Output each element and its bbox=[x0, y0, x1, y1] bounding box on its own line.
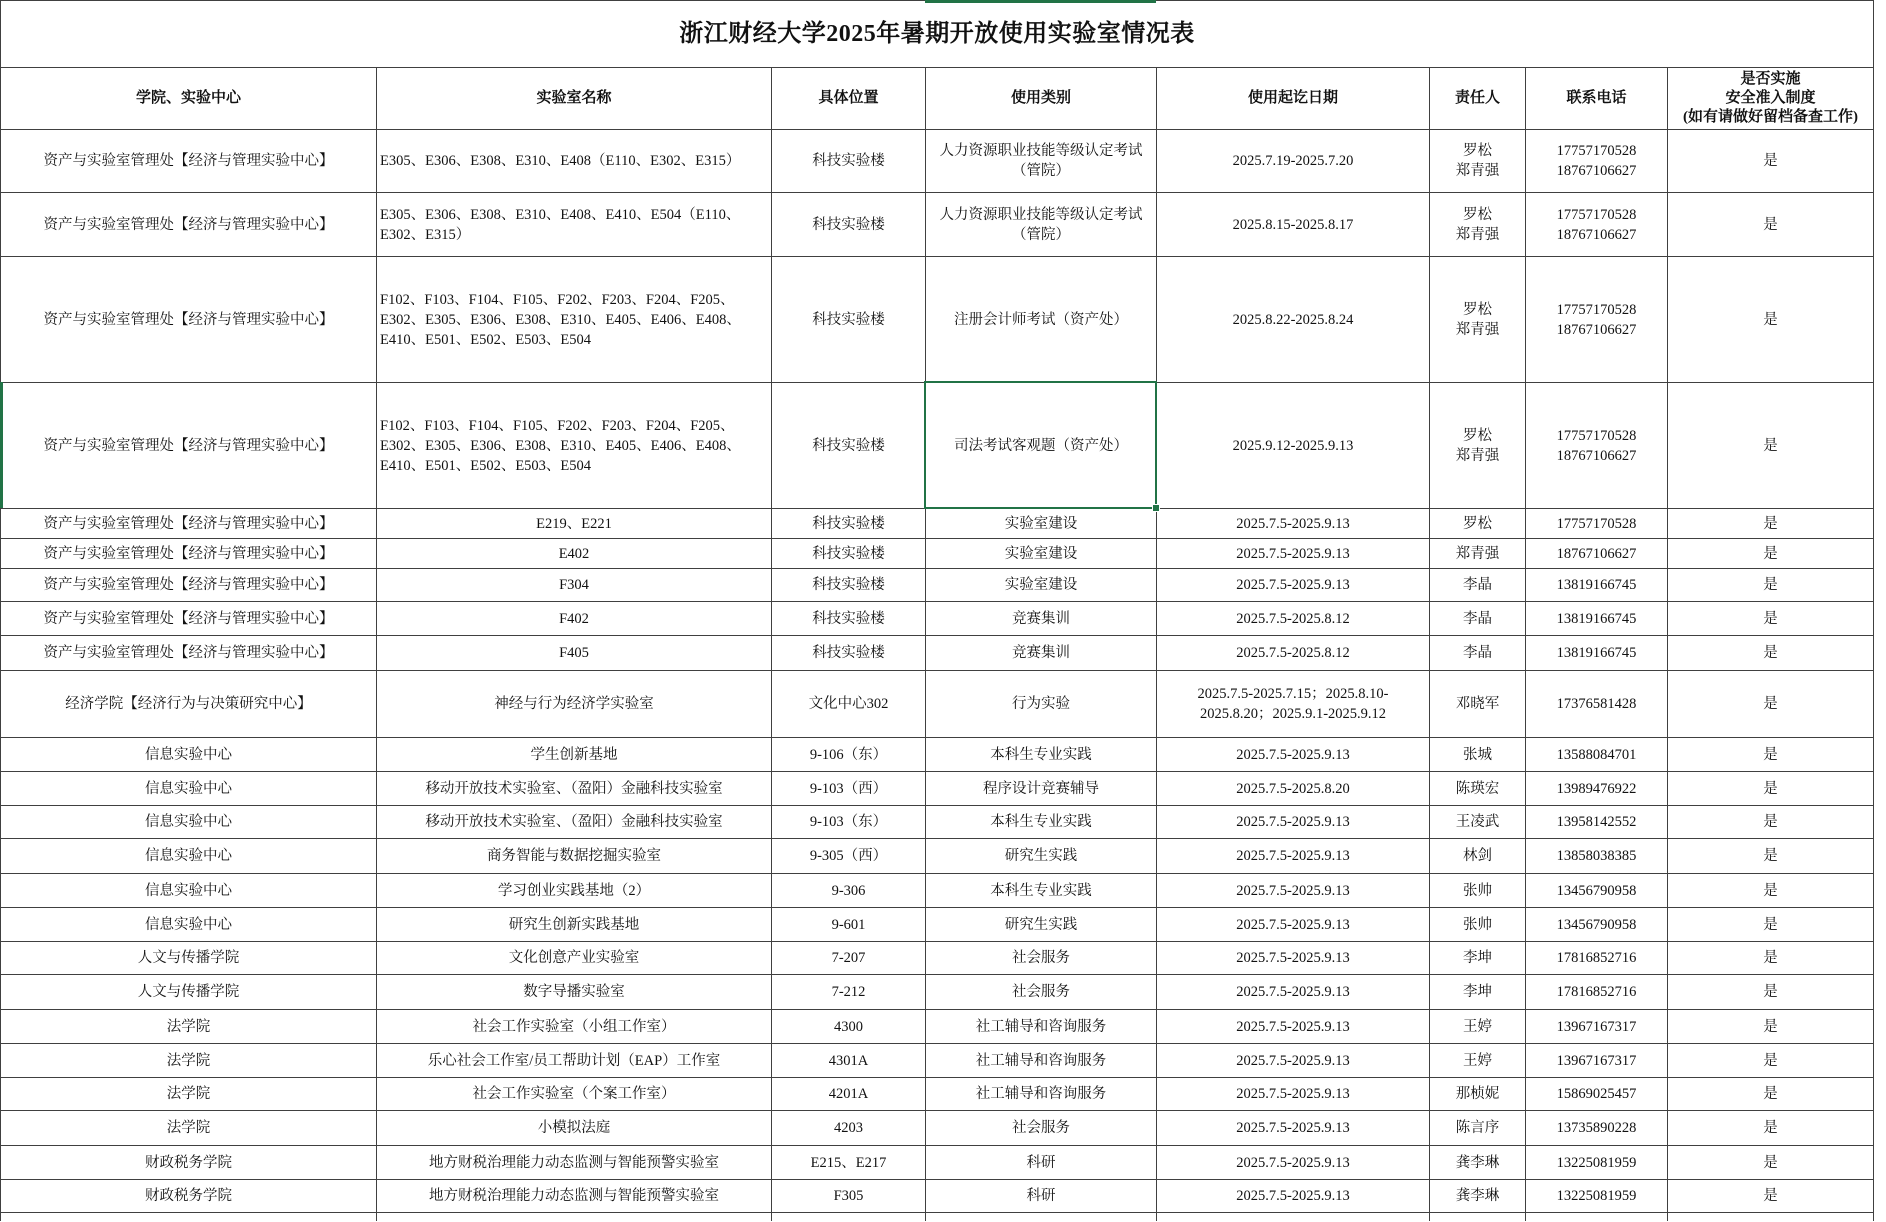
phone-cell[interactable]: 17376581428 bbox=[1526, 671, 1668, 738]
lab-name-cell[interactable]: 社会工作实验室（个案工作室） bbox=[377, 1078, 772, 1111]
lab-name-cell[interactable]: 数字导播实验室 bbox=[377, 975, 772, 1010]
phone-cell[interactable]: 17757170528 18767106627 bbox=[1526, 193, 1668, 257]
safety-cell[interactable]: 是 bbox=[1668, 1044, 1874, 1078]
category-cell[interactable]: 本科生专业实践 bbox=[926, 738, 1157, 772]
safety-cell[interactable]: 是 bbox=[1668, 806, 1874, 839]
phone-cell[interactable]: 17816852716 bbox=[1526, 975, 1668, 1010]
table-row bbox=[1, 942, 1874, 975]
table-row bbox=[1, 1044, 1874, 1078]
location-cell[interactable]: 文化中心302 bbox=[772, 671, 926, 738]
phone-cell[interactable]: 13456790958 bbox=[1526, 874, 1668, 908]
location-cell[interactable]: 科技实验楼 bbox=[772, 130, 926, 193]
category-cell[interactable]: 研究生实践 bbox=[926, 839, 1157, 874]
safety-cell[interactable]: 是 bbox=[1668, 193, 1874, 257]
category-cell[interactable]: 社工辅导和咨询服务 bbox=[926, 1010, 1157, 1044]
table-row bbox=[1, 193, 1874, 257]
table-row bbox=[1, 1146, 1874, 1180]
date-range-cell[interactable]: 2025.7.5-2025.9.13 bbox=[1157, 1111, 1430, 1146]
table-row bbox=[1, 539, 1874, 569]
location-cell[interactable]: 4301A bbox=[772, 1044, 926, 1078]
person-cell[interactable]: 李晶 bbox=[1430, 636, 1526, 671]
lab-name-cell[interactable]: 研究生创新实践基地 bbox=[377, 908, 772, 942]
header-college[interactable]: 学院、实验中心 bbox=[1, 68, 377, 130]
category-cell[interactable]: 实验室建设 bbox=[926, 509, 1157, 539]
header-lab-name[interactable]: 实验室名称 bbox=[377, 68, 772, 130]
table-row bbox=[1, 1180, 1874, 1213]
header-location[interactable]: 具体位置 bbox=[772, 68, 926, 130]
college-cell[interactable]: 人文与传播学院 bbox=[1, 975, 377, 1010]
table-row bbox=[1, 602, 1874, 636]
category-cell[interactable]: 司法考试客观题（资产处） bbox=[926, 383, 1157, 509]
date-range-cell[interactable]: 2025.8.22-2025.8.24 bbox=[1157, 257, 1430, 383]
phone-cell[interactable]: 13735890228 bbox=[1526, 1111, 1668, 1146]
person-cell[interactable]: 张帅 bbox=[1430, 908, 1526, 942]
phone-cell[interactable]: 17757170528 18767106627 bbox=[1526, 383, 1668, 509]
category-cell[interactable]: 人力资源职业技能等级认定考试（管院） bbox=[926, 130, 1157, 193]
college-cell[interactable]: 资产与实验室管理处【经济与管理实验中心】 bbox=[1, 383, 377, 509]
phone-cell[interactable]: 13819166745 bbox=[1526, 569, 1668, 602]
category-cell[interactable]: 社会服务 bbox=[926, 942, 1157, 975]
phone-cell[interactable]: 13967167317 bbox=[1526, 1010, 1668, 1044]
date-range-cell[interactable]: 2025.7.5-2025.8.12 bbox=[1157, 602, 1430, 636]
college-cell[interactable]: 法学院 bbox=[1, 1044, 377, 1078]
date-range-cell[interactable]: 2025.7.5-2025.9.13 bbox=[1157, 738, 1430, 772]
location-cell[interactable]: 科技实验楼 bbox=[772, 636, 926, 671]
lab-name-cell[interactable]: 学习创业实践基地（2） bbox=[377, 874, 772, 908]
safety-cell[interactable]: 是 bbox=[1668, 539, 1874, 569]
location-cell[interactable]: 4201A bbox=[772, 1078, 926, 1111]
safety-cell[interactable]: 是 bbox=[1668, 908, 1874, 942]
table-row bbox=[1, 257, 1874, 383]
category-cell[interactable]: 社会服务 bbox=[926, 1111, 1157, 1146]
table-row bbox=[1, 839, 1874, 874]
location-cell[interactable]: 9-305（西） bbox=[772, 839, 926, 874]
person-cell[interactable]: 李坤 bbox=[1430, 975, 1526, 1010]
college-cell[interactable]: 资产与实验室管理处【经济与管理实验中心】 bbox=[1, 257, 377, 383]
location-cell[interactable]: 4203 bbox=[772, 1111, 926, 1146]
category-cell[interactable]: 研究生实践 bbox=[926, 908, 1157, 942]
category-cell[interactable]: 注册会计师考试（资产处） bbox=[926, 257, 1157, 383]
location-cell[interactable]: 科技实验楼 bbox=[772, 383, 926, 509]
college-cell[interactable]: 财政税务学院 bbox=[1, 1180, 377, 1213]
person-cell[interactable]: 郑青强 bbox=[1430, 539, 1526, 569]
college-cell[interactable]: 信息实验中心 bbox=[1, 738, 377, 772]
safety-cell[interactable]: 是 bbox=[1668, 383, 1874, 509]
phone-cell[interactable]: 17757170528 18767106627 bbox=[1526, 130, 1668, 193]
person-cell[interactable]: 那桢妮 bbox=[1430, 1078, 1526, 1111]
date-range-cell[interactable]: 2025.7.5-2025.9.13 bbox=[1157, 1044, 1430, 1078]
date-range-cell[interactable]: 2025.7.5-2025.9.13 bbox=[1157, 1180, 1430, 1213]
header-row bbox=[1, 68, 1874, 130]
lab-name-cell[interactable]: 地方财税治理能力动态监测与智能预警实验室 bbox=[377, 1180, 772, 1213]
date-range-cell[interactable]: 2025.9.12-2025.9.13 bbox=[1157, 383, 1430, 509]
table-row bbox=[1, 874, 1874, 908]
table-row bbox=[1, 772, 1874, 806]
header-phone[interactable]: 联系电话 bbox=[1526, 68, 1668, 130]
phone-cell[interactable]: 13819166745 bbox=[1526, 602, 1668, 636]
safety-cell[interactable]: 是 bbox=[1668, 671, 1874, 738]
person-cell[interactable]: 罗松 郑青强 bbox=[1430, 130, 1526, 193]
location-cell[interactable]: 科技实验楼 bbox=[772, 509, 926, 539]
college-cell[interactable]: 财政税务学院 bbox=[1, 1146, 377, 1180]
lab-name-cell[interactable]: 移动开放技术实验室、（盈阳）金融科技实验室 bbox=[377, 772, 772, 806]
table-row bbox=[1, 569, 1874, 602]
date-range-cell[interactable]: 2025.8.15-2025.8.17 bbox=[1157, 193, 1430, 257]
category-cell[interactable]: 实验室建设 bbox=[926, 539, 1157, 569]
category-cell[interactable]: 程序设计竞赛辅导 bbox=[926, 772, 1157, 806]
college-cell[interactable]: 信息实验中心 bbox=[1, 874, 377, 908]
category-cell[interactable]: 实验室建设 bbox=[926, 569, 1157, 602]
phone-cell[interactable]: 13967167317 bbox=[1526, 1044, 1668, 1078]
lab-name-cell[interactable]: F102、F103、F104、F105、F202、F203、F204、F205、E302、E305、E306、E308、E310、E405、E406、E408、E410、E501、E502、E503、E504 bbox=[377, 257, 772, 383]
selected-row-indicator bbox=[0, 382, 3, 508]
location-cell[interactable]: F305 bbox=[772, 1180, 926, 1213]
lab-name-cell[interactable]: 地方财税治理能力动态监测与智能预警实验室 bbox=[377, 1146, 772, 1180]
college-cell[interactable]: 信息实验中心 bbox=[1, 806, 377, 839]
person-cell[interactable]: 李晶 bbox=[1430, 602, 1526, 636]
table-row bbox=[1, 908, 1874, 942]
empty-cell[interactable] bbox=[1430, 1213, 1526, 1221]
location-cell[interactable]: 科技实验楼 bbox=[772, 539, 926, 569]
location-cell[interactable]: 9-106（东） bbox=[772, 738, 926, 772]
date-range-cell[interactable]: 2025.7.5-2025.9.13 bbox=[1157, 806, 1430, 839]
person-cell[interactable]: 龚李琳 bbox=[1430, 1146, 1526, 1180]
college-cell[interactable]: 资产与实验室管理处【经济与管理实验中心】 bbox=[1, 636, 377, 671]
date-range-cell[interactable]: 2025.7.5-2025.8.20 bbox=[1157, 772, 1430, 806]
person-cell[interactable]: 林剑 bbox=[1430, 839, 1526, 874]
college-cell[interactable]: 信息实验中心 bbox=[1, 772, 377, 806]
phone-cell[interactable]: 13456790958 bbox=[1526, 908, 1668, 942]
phone-cell[interactable]: 13989476922 bbox=[1526, 772, 1668, 806]
safety-cell[interactable]: 是 bbox=[1668, 1111, 1874, 1146]
college-cell[interactable]: 法学院 bbox=[1, 1078, 377, 1111]
lab-name-cell[interactable]: 学生创新基地 bbox=[377, 738, 772, 772]
safety-cell[interactable]: 是 bbox=[1668, 738, 1874, 772]
person-cell[interactable]: 邓晓军 bbox=[1430, 671, 1526, 738]
category-cell[interactable]: 社会服务 bbox=[926, 975, 1157, 1010]
location-cell[interactable]: 科技实验楼 bbox=[772, 602, 926, 636]
person-cell[interactable]: 张帅 bbox=[1430, 874, 1526, 908]
college-cell[interactable]: 资产与实验室管理处【经济与管理实验中心】 bbox=[1, 193, 377, 257]
date-range-cell[interactable]: 2025.7.5-2025.8.12 bbox=[1157, 636, 1430, 671]
category-cell[interactable]: 本科生专业实践 bbox=[926, 806, 1157, 839]
table-row bbox=[1, 975, 1874, 1010]
header-category[interactable]: 使用类别 bbox=[926, 68, 1157, 130]
college-cell[interactable]: 法学院 bbox=[1, 1111, 377, 1146]
safety-cell[interactable]: 是 bbox=[1668, 257, 1874, 383]
table-row bbox=[1, 383, 1874, 509]
category-cell[interactable]: 科研 bbox=[926, 1146, 1157, 1180]
safety-cell[interactable]: 是 bbox=[1668, 975, 1874, 1010]
phone-cell[interactable]: 13819166745 bbox=[1526, 636, 1668, 671]
location-cell[interactable]: 科技实验楼 bbox=[772, 569, 926, 602]
safety-cell[interactable]: 是 bbox=[1668, 1146, 1874, 1180]
person-cell[interactable]: 王婷 bbox=[1430, 1010, 1526, 1044]
safety-cell[interactable]: 是 bbox=[1668, 1078, 1874, 1111]
safety-cell[interactable]: 是 bbox=[1668, 942, 1874, 975]
person-cell[interactable]: 王凌武 bbox=[1430, 806, 1526, 839]
college-cell[interactable]: 资产与实验室管理处【经济与管理实验中心】 bbox=[1, 569, 377, 602]
category-cell[interactable]: 本科生专业实践 bbox=[926, 874, 1157, 908]
date-range-cell[interactable]: 2025.7.5-2025.9.13 bbox=[1157, 539, 1430, 569]
lab-name-cell[interactable]: 社会工作实验室（小组工作室） bbox=[377, 1010, 772, 1044]
person-cell[interactable]: 李晶 bbox=[1430, 569, 1526, 602]
person-cell[interactable]: 陈言序 bbox=[1430, 1111, 1526, 1146]
phone-cell[interactable]: 13588084701 bbox=[1526, 738, 1668, 772]
lab-name-cell[interactable]: 文化创意产业实验室 bbox=[377, 942, 772, 975]
lab-name-cell[interactable]: E305、E306、E308、E310、E408、E410、E504（E110、E302、E315） bbox=[377, 193, 772, 257]
date-range-cell[interactable]: 2025.7.5-2025.9.13 bbox=[1157, 1078, 1430, 1111]
safety-cell[interactable]: 是 bbox=[1668, 509, 1874, 539]
safety-cell[interactable]: 是 bbox=[1668, 772, 1874, 806]
date-range-cell[interactable]: 2025.7.5-2025.9.13 bbox=[1157, 1010, 1430, 1044]
person-cell[interactable]: 罗松 bbox=[1430, 509, 1526, 539]
person-cell[interactable]: 张城 bbox=[1430, 738, 1526, 772]
sheet-title-cell[interactable]: 浙江财经大学2025年暑期开放使用实验室情况表 bbox=[1, 1, 1874, 68]
empty-cell[interactable] bbox=[772, 1213, 926, 1221]
selected-column-indicator bbox=[925, 0, 1156, 3]
location-cell[interactable]: 9-103（西） bbox=[772, 772, 926, 806]
location-cell[interactable]: 9-601 bbox=[772, 908, 926, 942]
location-cell[interactable]: 9-103（东） bbox=[772, 806, 926, 839]
lab-name-cell[interactable]: 移动开放技术实验室、（盈阳）金融科技实验室 bbox=[377, 806, 772, 839]
lab-name-cell[interactable]: 神经与行为经济学实验室 bbox=[377, 671, 772, 738]
date-range-cell[interactable]: 2025.7.5-2025.9.13 bbox=[1157, 839, 1430, 874]
date-range-cell[interactable]: 2025.7.5-2025.9.13 bbox=[1157, 908, 1430, 942]
header-date-range[interactable]: 使用起讫日期 bbox=[1157, 68, 1430, 130]
location-cell[interactable]: 科技实验楼 bbox=[772, 257, 926, 383]
empty-cell[interactable] bbox=[1157, 1213, 1430, 1221]
empty-cell[interactable] bbox=[377, 1213, 772, 1221]
date-range-cell[interactable]: 2025.7.5-2025.9.13 bbox=[1157, 942, 1430, 975]
person-cell[interactable]: 罗松 郑青强 bbox=[1430, 257, 1526, 383]
location-cell[interactable]: 科技实验楼 bbox=[772, 193, 926, 257]
lab-name-cell[interactable]: F304 bbox=[377, 569, 772, 602]
date-range-cell[interactable]: 2025.7.5-2025.9.13 bbox=[1157, 975, 1430, 1010]
location-cell[interactable]: 7-207 bbox=[772, 942, 926, 975]
college-cell[interactable]: 经济学院【经济行为与决策研究中心】 bbox=[1, 671, 377, 738]
college-cell[interactable]: 资产与实验室管理处【经济与管理实验中心】 bbox=[1, 539, 377, 569]
lab-name-cell[interactable]: E219、E221 bbox=[377, 509, 772, 539]
person-cell[interactable]: 龚李琳 bbox=[1430, 1180, 1526, 1213]
phone-cell[interactable]: 13225081959 bbox=[1526, 1180, 1668, 1213]
date-range-cell[interactable]: 2025.7.5-2025.9.13 bbox=[1157, 874, 1430, 908]
safety-cell[interactable]: 是 bbox=[1668, 569, 1874, 602]
table-row bbox=[1, 671, 1874, 738]
college-cell[interactable]: 资产与实验室管理处【经济与管理实验中心】 bbox=[1, 602, 377, 636]
category-cell[interactable]: 行为实验 bbox=[926, 671, 1157, 738]
college-cell[interactable]: 法学院 bbox=[1, 1010, 377, 1044]
phone-cell[interactable]: 18767106627 bbox=[1526, 539, 1668, 569]
header-person[interactable]: 责任人 bbox=[1430, 68, 1526, 130]
title-row bbox=[1, 1, 1874, 68]
category-cell[interactable]: 社工辅导和咨询服务 bbox=[926, 1078, 1157, 1111]
person-cell[interactable]: 陈瑛宏 bbox=[1430, 772, 1526, 806]
person-cell[interactable]: 罗松 郑青强 bbox=[1430, 383, 1526, 509]
safety-cell[interactable]: 是 bbox=[1668, 1180, 1874, 1213]
category-cell[interactable]: 人力资源职业技能等级认定考试（管院） bbox=[926, 193, 1157, 257]
table-row bbox=[1, 130, 1874, 193]
lab-name-cell[interactable]: 乐心社会工作室/员工帮助计划（EAP）工作室 bbox=[377, 1044, 772, 1078]
lab-name-cell[interactable]: E402 bbox=[377, 539, 772, 569]
person-cell[interactable]: 李坤 bbox=[1430, 942, 1526, 975]
phone-cell[interactable]: 17757170528 18767106627 bbox=[1526, 257, 1668, 383]
lab-name-cell[interactable]: F402 bbox=[377, 602, 772, 636]
category-cell[interactable]: 竞赛集训 bbox=[926, 602, 1157, 636]
person-cell[interactable]: 王婷 bbox=[1430, 1044, 1526, 1078]
college-cell[interactable]: 信息实验中心 bbox=[1, 839, 377, 874]
header-safety[interactable]: 是否实施 安全准入制度 (如有请做好留档备查工作) bbox=[1668, 68, 1874, 130]
category-cell[interactable]: 竞赛集训 bbox=[926, 636, 1157, 671]
safety-cell[interactable]: 是 bbox=[1668, 636, 1874, 671]
safety-cell[interactable]: 是 bbox=[1668, 839, 1874, 874]
table-row bbox=[1, 1078, 1874, 1111]
college-cell[interactable]: 资产与实验室管理处【经济与管理实验中心】 bbox=[1, 509, 377, 539]
category-cell[interactable]: 社工辅导和咨询服务 bbox=[926, 1044, 1157, 1078]
safety-cell[interactable]: 是 bbox=[1668, 602, 1874, 636]
phone-cell[interactable]: 13225081959 bbox=[1526, 1146, 1668, 1180]
phone-cell[interactable]: 17757170528 bbox=[1526, 509, 1668, 539]
fill-handle[interactable] bbox=[1152, 504, 1160, 512]
table-row bbox=[1, 738, 1874, 772]
date-range-cell[interactable]: 2025.7.5-2025.9.13 bbox=[1157, 569, 1430, 602]
safety-cell[interactable]: 是 bbox=[1668, 130, 1874, 193]
empty-cell[interactable] bbox=[926, 1213, 1157, 1221]
table-row bbox=[1, 1111, 1874, 1146]
lab-name-cell[interactable]: F102、F103、F104、F105、F202、F203、F204、F205、E302、E305、E306、E308、E310、E405、E406、E408、E410、E501、E502、E503、E504 bbox=[377, 383, 772, 509]
phone-cell[interactable]: 17816852716 bbox=[1526, 942, 1668, 975]
date-range-cell[interactable]: 2025.7.19-2025.7.20 bbox=[1157, 130, 1430, 193]
date-range-cell[interactable]: 2025.7.5-2025.9.13 bbox=[1157, 1146, 1430, 1180]
table-row bbox=[1, 806, 1874, 839]
table-row bbox=[1, 636, 1874, 671]
table-row bbox=[1, 509, 1874, 539]
phone-cell[interactable]: 13958142552 bbox=[1526, 806, 1668, 839]
phone-cell[interactable]: 15869025457 bbox=[1526, 1078, 1668, 1111]
date-range-cell[interactable]: 2025.7.5-2025.7.15；2025.8.10-2025.8.20；2025.9.1-2025.9.12 bbox=[1157, 671, 1430, 738]
safety-cell[interactable]: 是 bbox=[1668, 874, 1874, 908]
empty-cell[interactable] bbox=[1526, 1213, 1668, 1221]
empty-cell[interactable] bbox=[1, 1213, 377, 1221]
empty-row bbox=[1, 1213, 1874, 1221]
location-cell[interactable]: E215、E217 bbox=[772, 1146, 926, 1180]
lab-name-cell[interactable]: 商务智能与数据挖掘实验室 bbox=[377, 839, 772, 874]
category-cell[interactable]: 科研 bbox=[926, 1180, 1157, 1213]
empty-cell[interactable] bbox=[1668, 1213, 1874, 1221]
phone-cell[interactable]: 13858038385 bbox=[1526, 839, 1668, 874]
date-range-cell[interactable]: 2025.7.5-2025.9.13 bbox=[1157, 509, 1430, 539]
safety-cell[interactable]: 是 bbox=[1668, 1010, 1874, 1044]
lab-name-cell[interactable]: F405 bbox=[377, 636, 772, 671]
lab-name-cell[interactable]: 小模拟法庭 bbox=[377, 1111, 772, 1146]
location-cell[interactable]: 7-212 bbox=[772, 975, 926, 1010]
location-cell[interactable]: 4300 bbox=[772, 1010, 926, 1044]
table-row bbox=[1, 1010, 1874, 1044]
person-cell[interactable]: 罗松 郑青强 bbox=[1430, 193, 1526, 257]
location-cell[interactable]: 9-306 bbox=[772, 874, 926, 908]
college-cell[interactable]: 资产与实验室管理处【经济与管理实验中心】 bbox=[1, 130, 377, 193]
table-body bbox=[1, 130, 1874, 1213]
lab-name-cell[interactable]: E305、E306、E308、E310、E408（E110、E302、E315） bbox=[377, 130, 772, 193]
college-cell[interactable]: 人文与传播学院 bbox=[1, 942, 377, 975]
college-cell[interactable]: 信息实验中心 bbox=[1, 908, 377, 942]
